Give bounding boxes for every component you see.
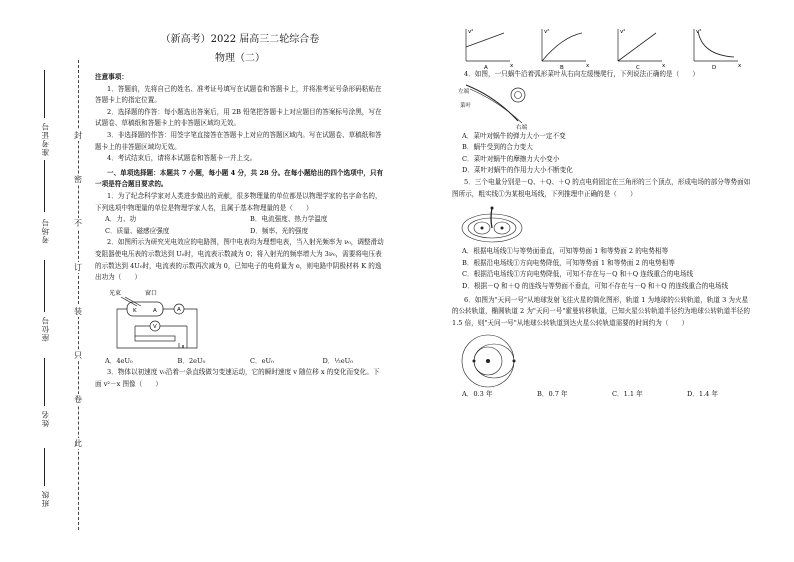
hohmann-orbit-figure bbox=[458, 329, 528, 389]
seal-char: 只 bbox=[74, 351, 82, 360]
snail-leaf-figure bbox=[456, 81, 546, 131]
question-1-stem: 1．为了纪念科学家对人类进步做出的贡献，很多物理量的单位都是以物理学家的名字命名的，下列选项中物理量的单位是物理学家人名，且属于基本物理量的是（ ） bbox=[95, 191, 382, 212]
svg-text:v²: v² bbox=[544, 29, 550, 35]
field-class: 班级 bbox=[41, 490, 50, 507]
label-light: 光束 bbox=[109, 289, 122, 297]
snail-icon bbox=[511, 88, 525, 102]
field-seat-number-line bbox=[44, 260, 45, 312]
q3-graph-c[interactable] bbox=[618, 28, 666, 69]
q5-option-c[interactable]: C．根据沿电场线①方向电势降低，可知不存在与－Q 和＋Q 连线重合的电场线 bbox=[462, 270, 694, 279]
question-6-stem: 6．如图为"天问一号"从地球发射飞往火星的简化图形，轨道 1 为地球的公转轨道，轨道 3 为火星的公转轨道，椭圆轨道 2 为"天问一号"霍曼转移轨道，已知火星公转轨道半径约为地球公转轨道半径的 1.5 倍，则"天问一号"从地球公转轨道到达火星公转轨道需要的时间约为（ ） bbox=[452, 295, 750, 327]
rheostat bbox=[135, 336, 175, 341]
svg-text:x: x bbox=[510, 63, 514, 69]
svg-text:x: x bbox=[738, 63, 742, 69]
svg-text:D: D bbox=[712, 65, 717, 69]
q5-option-d[interactable]: D．根据－Q 和＋Q 的连线与等势面不垂直，可知不存在与－Q 和＋Q 的连线重合的电场线 bbox=[462, 281, 729, 290]
question-5-stem: 5．三个电量分别是－Q、＋Q、＋Q 的点电荷固定在三角形的三个顶点，形成电场的部分等势面如图所示，粗实线①为某根电场线，下列推理中正确的是（ ） bbox=[452, 177, 751, 198]
charge-point bbox=[481, 227, 484, 230]
field-room-number: 考场号 bbox=[41, 218, 50, 244]
field-seat-number: 座位号 bbox=[41, 316, 50, 342]
question-2-options bbox=[95, 356, 385, 368]
q2-option-d[interactable]: D．½eU₀ bbox=[322, 356, 353, 365]
light-ray bbox=[121, 297, 137, 306]
q3-graph-d[interactable] bbox=[694, 28, 742, 69]
q6-option-c[interactable]: C．1.1 年 bbox=[612, 390, 643, 399]
question-3-stem: 3．物体以初速度 v₀沿着一条直线做匀变速运动，它的瞬时速度 v 随位移 x 的变化而变化。下面 v²－x 图像（ ） bbox=[95, 368, 380, 388]
label-k: K bbox=[133, 307, 137, 314]
q1-option-b[interactable]: B．电流强度、热力学温度 bbox=[250, 215, 328, 224]
q3-graph-a[interactable] bbox=[466, 28, 514, 69]
exam-subtitle: 物理（二） bbox=[215, 53, 265, 64]
q6-option-a[interactable]: A．0.3 年 bbox=[462, 390, 493, 399]
q4-option-b[interactable]: B．蜗牛受到的合力变大 bbox=[462, 143, 533, 152]
light-ray bbox=[125, 297, 141, 306]
seal-char: 装 bbox=[74, 307, 82, 316]
snail-icon bbox=[515, 91, 522, 98]
q5-option-a[interactable]: A．根据电场线①与等势面垂直，可知等势面 1 和等势面 2 的电势相等 bbox=[462, 247, 669, 256]
label-right: 右端 bbox=[516, 124, 528, 131]
question-2-stem: 2．如图所示为研究光电效应的电路图，图中电表均为理想电表，当入射光频率为 ν₀，调整滑动变阻器使电压表的示数达到 U₀时，电流表示数减为 0；将入射光的频率增大为 3ν₀，需要将电压表的示数达到 4U₀时，电流表的示数再次减为 0，已知电子的电荷量为 e，则电路中阴极材料 K 的逸出功为（ ） bbox=[95, 238, 384, 282]
seal-char: 订 bbox=[74, 263, 82, 272]
question-6-options bbox=[452, 389, 752, 401]
earth-icon bbox=[473, 360, 476, 363]
q3-graph-b[interactable] bbox=[542, 28, 590, 69]
field-class-line bbox=[44, 448, 45, 486]
field-name: 姓名 bbox=[41, 410, 50, 427]
orbit-2 bbox=[474, 344, 514, 378]
notice-item: 1．答题前，先将自己的姓名、准考证号填写在试题卷和答题卡上，并将准考证号条形码粘贴在答题卡上的指定位置。 bbox=[95, 84, 382, 105]
field-exam-number-line bbox=[44, 70, 45, 118]
q5-option-b[interactable]: B．根据沿电场线①方向电势降低，可知等势面 1 和等势面 2 的电势相等 bbox=[462, 258, 675, 267]
ammeter-label: A bbox=[177, 306, 181, 313]
seal-char: 密 bbox=[74, 175, 82, 184]
left-column bbox=[95, 32, 385, 390]
svg-text:x: x bbox=[586, 63, 590, 69]
svg-text:x: x bbox=[662, 63, 666, 69]
notice-item: 3．非选择题的作答：用签字笔直接答在答题卡上对应的答题区域内。写在试题卷、草稿纸和答题卡上的非答题区域均无效。 bbox=[95, 130, 382, 151]
label-leaf: 菜叶 bbox=[460, 102, 472, 109]
svg-text:A: A bbox=[484, 65, 488, 69]
q6-option-d[interactable]: D．1.4 年 bbox=[687, 390, 719, 399]
question-1-options bbox=[95, 214, 385, 237]
q4-option-c[interactable]: C．菜叶对蜗牛的摩擦力大小变小 bbox=[462, 154, 560, 163]
label-left: 左端 bbox=[458, 88, 470, 95]
svg-text:v²: v² bbox=[468, 29, 474, 35]
svg-text:v²: v² bbox=[620, 29, 626, 35]
binding-strip bbox=[0, 0, 80, 562]
q4-option-d[interactable]: D．菜叶对蜗牛的作用力大小不断变化 bbox=[462, 166, 573, 175]
leaf-arc bbox=[470, 89, 522, 123]
seal-char: 不 bbox=[74, 219, 82, 228]
voltmeter-label: V bbox=[153, 323, 157, 330]
seal-char: 卷 bbox=[74, 395, 82, 404]
right-column bbox=[452, 25, 752, 401]
notice-heading: 注意事项： bbox=[95, 73, 128, 81]
label-window: 窗口 bbox=[145, 289, 158, 297]
sun-icon bbox=[486, 359, 490, 363]
notice-item: 2．选择题的作答：每小题选出答案后，用 2B 铅笔把答题卡上对应题目的答案标号涂黑，写在试题卷、草稿纸和答题卡上的非答题区域均无效。 bbox=[95, 107, 382, 128]
q3-graphs bbox=[452, 25, 752, 69]
q2-option-b[interactable]: B．2eU₀ bbox=[177, 356, 206, 365]
notice-item: 4．考试结束后，请将本试题卷和答题卡一并上交。 bbox=[107, 154, 257, 163]
label-a: A bbox=[153, 307, 157, 314]
q1-option-c[interactable]: C．质量、磁感应强度 bbox=[105, 226, 170, 235]
seal-char: 封 bbox=[74, 131, 82, 140]
charge-point bbox=[501, 227, 504, 230]
seal-char: 此 bbox=[74, 439, 82, 448]
exam-title: （新高考）2022 届高三二轮综合卷 bbox=[160, 34, 320, 45]
section-heading: 一、单项选择题：本题共 7 小题，每小题 4 分，共 28 分。在每小题给出的四个选项中，只有一项是符合题目要求的。 bbox=[95, 168, 384, 189]
question-4-stem: 4．如图，一只蜗牛沿着弧形菜叶从右向左缓慢爬行，下列说法正确的是（ ） bbox=[464, 70, 699, 78]
q2-option-a[interactable]: A．4eU₀ bbox=[105, 356, 133, 365]
field-room-number-line bbox=[44, 160, 45, 212]
q1-option-a[interactable]: A．力、功 bbox=[105, 215, 137, 224]
field-exam-number: 准考证号 bbox=[41, 122, 50, 156]
photoelectric-circuit-figure bbox=[107, 286, 237, 356]
equipotential-figure bbox=[456, 202, 536, 246]
svg-text:v²: v² bbox=[696, 29, 702, 35]
q6-option-b[interactable]: B．0.7 年 bbox=[537, 390, 568, 399]
svg-text:C: C bbox=[636, 65, 640, 69]
q2-option-c[interactable]: C．eU₀ bbox=[250, 356, 274, 365]
field-name-line bbox=[44, 358, 45, 406]
q1-option-d[interactable]: D．频率、光的强度 bbox=[250, 226, 309, 235]
q4-option-a[interactable]: A．菜叶对蜗牛的弹力大小一定不变 bbox=[462, 131, 566, 140]
mars-icon bbox=[513, 360, 516, 363]
svg-text:B: B bbox=[560, 65, 564, 69]
